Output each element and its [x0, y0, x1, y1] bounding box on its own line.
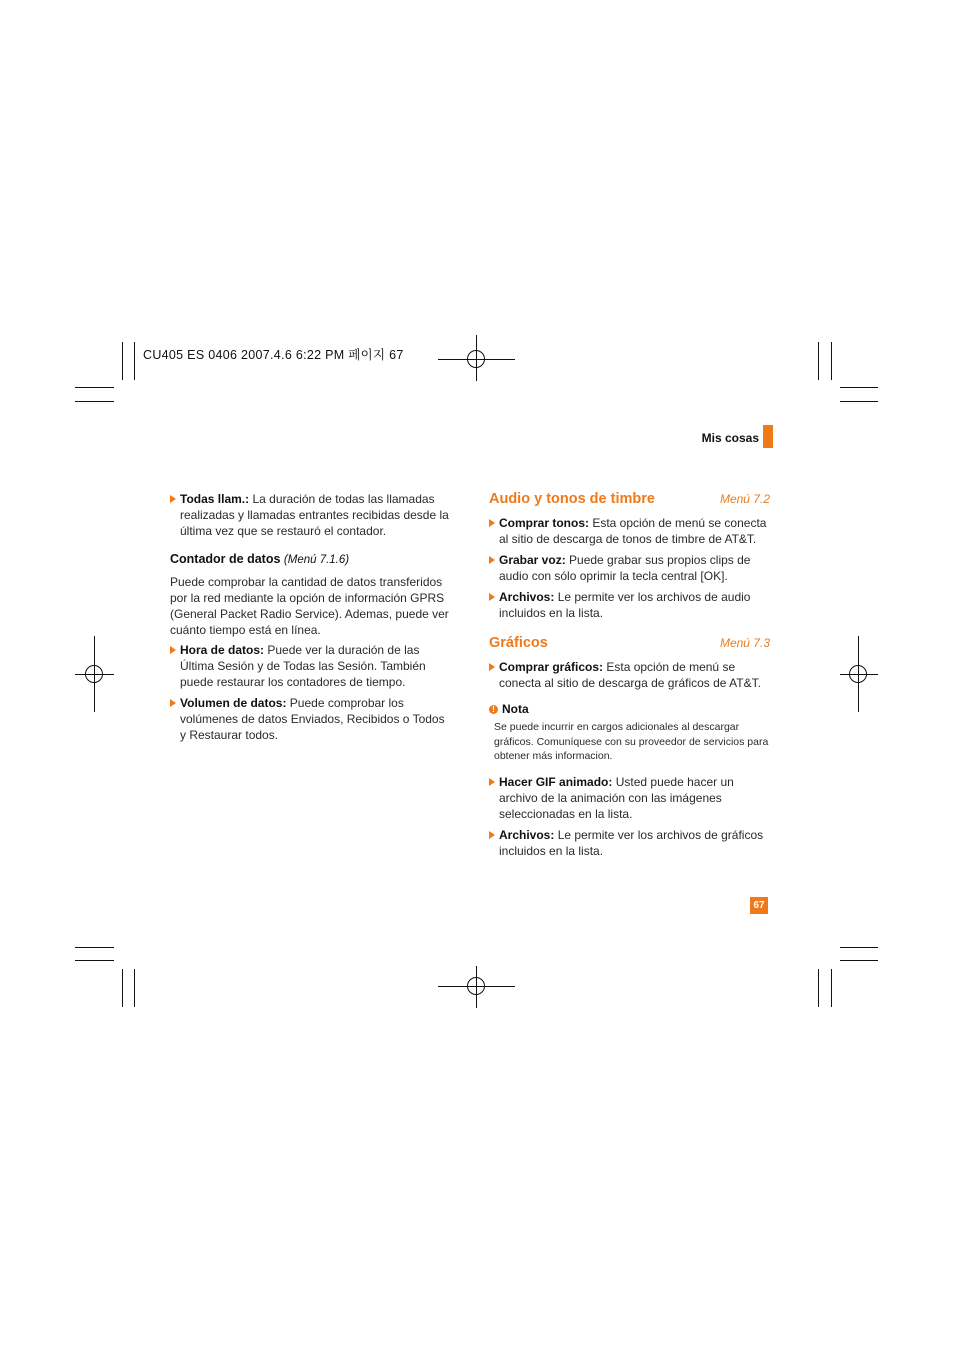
bullet-grabar-voz: Grabar voz: Puede grabar sus propios clips de audio con sólo oprimir la tecla central [OK]. — [489, 552, 770, 584]
section-audio: Audio y tonos de timbre Menú 7.2 — [489, 491, 770, 507]
triangle-bullet-icon — [170, 495, 176, 503]
section-graficos: Gráficos Menú 7.3 — [489, 635, 770, 651]
triangle-bullet-icon — [489, 556, 495, 564]
triangle-bullet-icon — [489, 778, 495, 786]
triangle-bullet-icon — [489, 519, 495, 527]
bullet-hora-datos: Hora de datos: Puede ver la duración de las Última Sesión y de Todas las Sesión. También puede restaurar los contadores de tiempo. — [170, 642, 450, 690]
page-number: 67 — [750, 897, 768, 914]
left-column — [170, 491, 450, 748]
bullet-comprar-tonos: Comprar tonos: Esta opción de menú se conecta al sitio de descarga de tonos de timbre de AT&T. — [489, 515, 770, 547]
bullet-comprar-graficos: Comprar gráficos: Esta opción de menú se conecta al sitio de descarga de gráficos de AT&T. — [489, 659, 770, 691]
print-slug: CU405 ES 0406 2007.4.6 6:22 PM 페이지 67 — [143, 348, 404, 362]
contador-paragraph: Puede comprobar la cantidad de datos transferidos por la red mediante la opción de información GPRS (General Packet Radio Service). Ademas, puede ver cuánto tiempo está en línea. — [170, 575, 449, 637]
warning-icon: ! — [489, 705, 498, 714]
running-header: Mis cosas — [701, 431, 759, 445]
bullet-todas-llam: Todas llam.: La duración de todas las llamadas realizadas y llamadas entrantes recibidas desde la última vez que se restauró el contador. — [170, 491, 450, 539]
bullet-archivos-graficos: Archivos: Le permite ver los archivos de gráficos incluidos en la lista. — [489, 827, 770, 859]
bullet-archivos-audio: Archivos: Le permite ver los archivos de audio incluidos en la lista. — [489, 589, 770, 621]
note-text: Se puede incurrir en cargos adicionales al descargar gráficos. Comuníquese con su proveedor de servicios para obtener más informacion. — [494, 721, 769, 762]
triangle-bullet-icon — [489, 593, 495, 601]
section-tab — [763, 425, 773, 448]
right-column — [489, 491, 770, 864]
subheading-contador: Contador de datos (Menú 7.1.6) — [170, 552, 350, 566]
bullet-volumen-datos: Volumen de datos: Puede comprobar los volúmenes de datos Enviados, Recibidos o Todos y Restaurar todos. — [170, 695, 450, 743]
triangle-bullet-icon — [170, 699, 176, 707]
triangle-bullet-icon — [489, 831, 495, 839]
bullet-hacer-gif: Hacer GIF animado: Usted puede hacer un archivo de la animación con las imágenes seleccionadas en la lista. — [489, 774, 770, 822]
triangle-bullet-icon — [170, 646, 176, 654]
triangle-bullet-icon — [489, 663, 495, 671]
note-heading: ! Nota — [489, 701, 770, 717]
